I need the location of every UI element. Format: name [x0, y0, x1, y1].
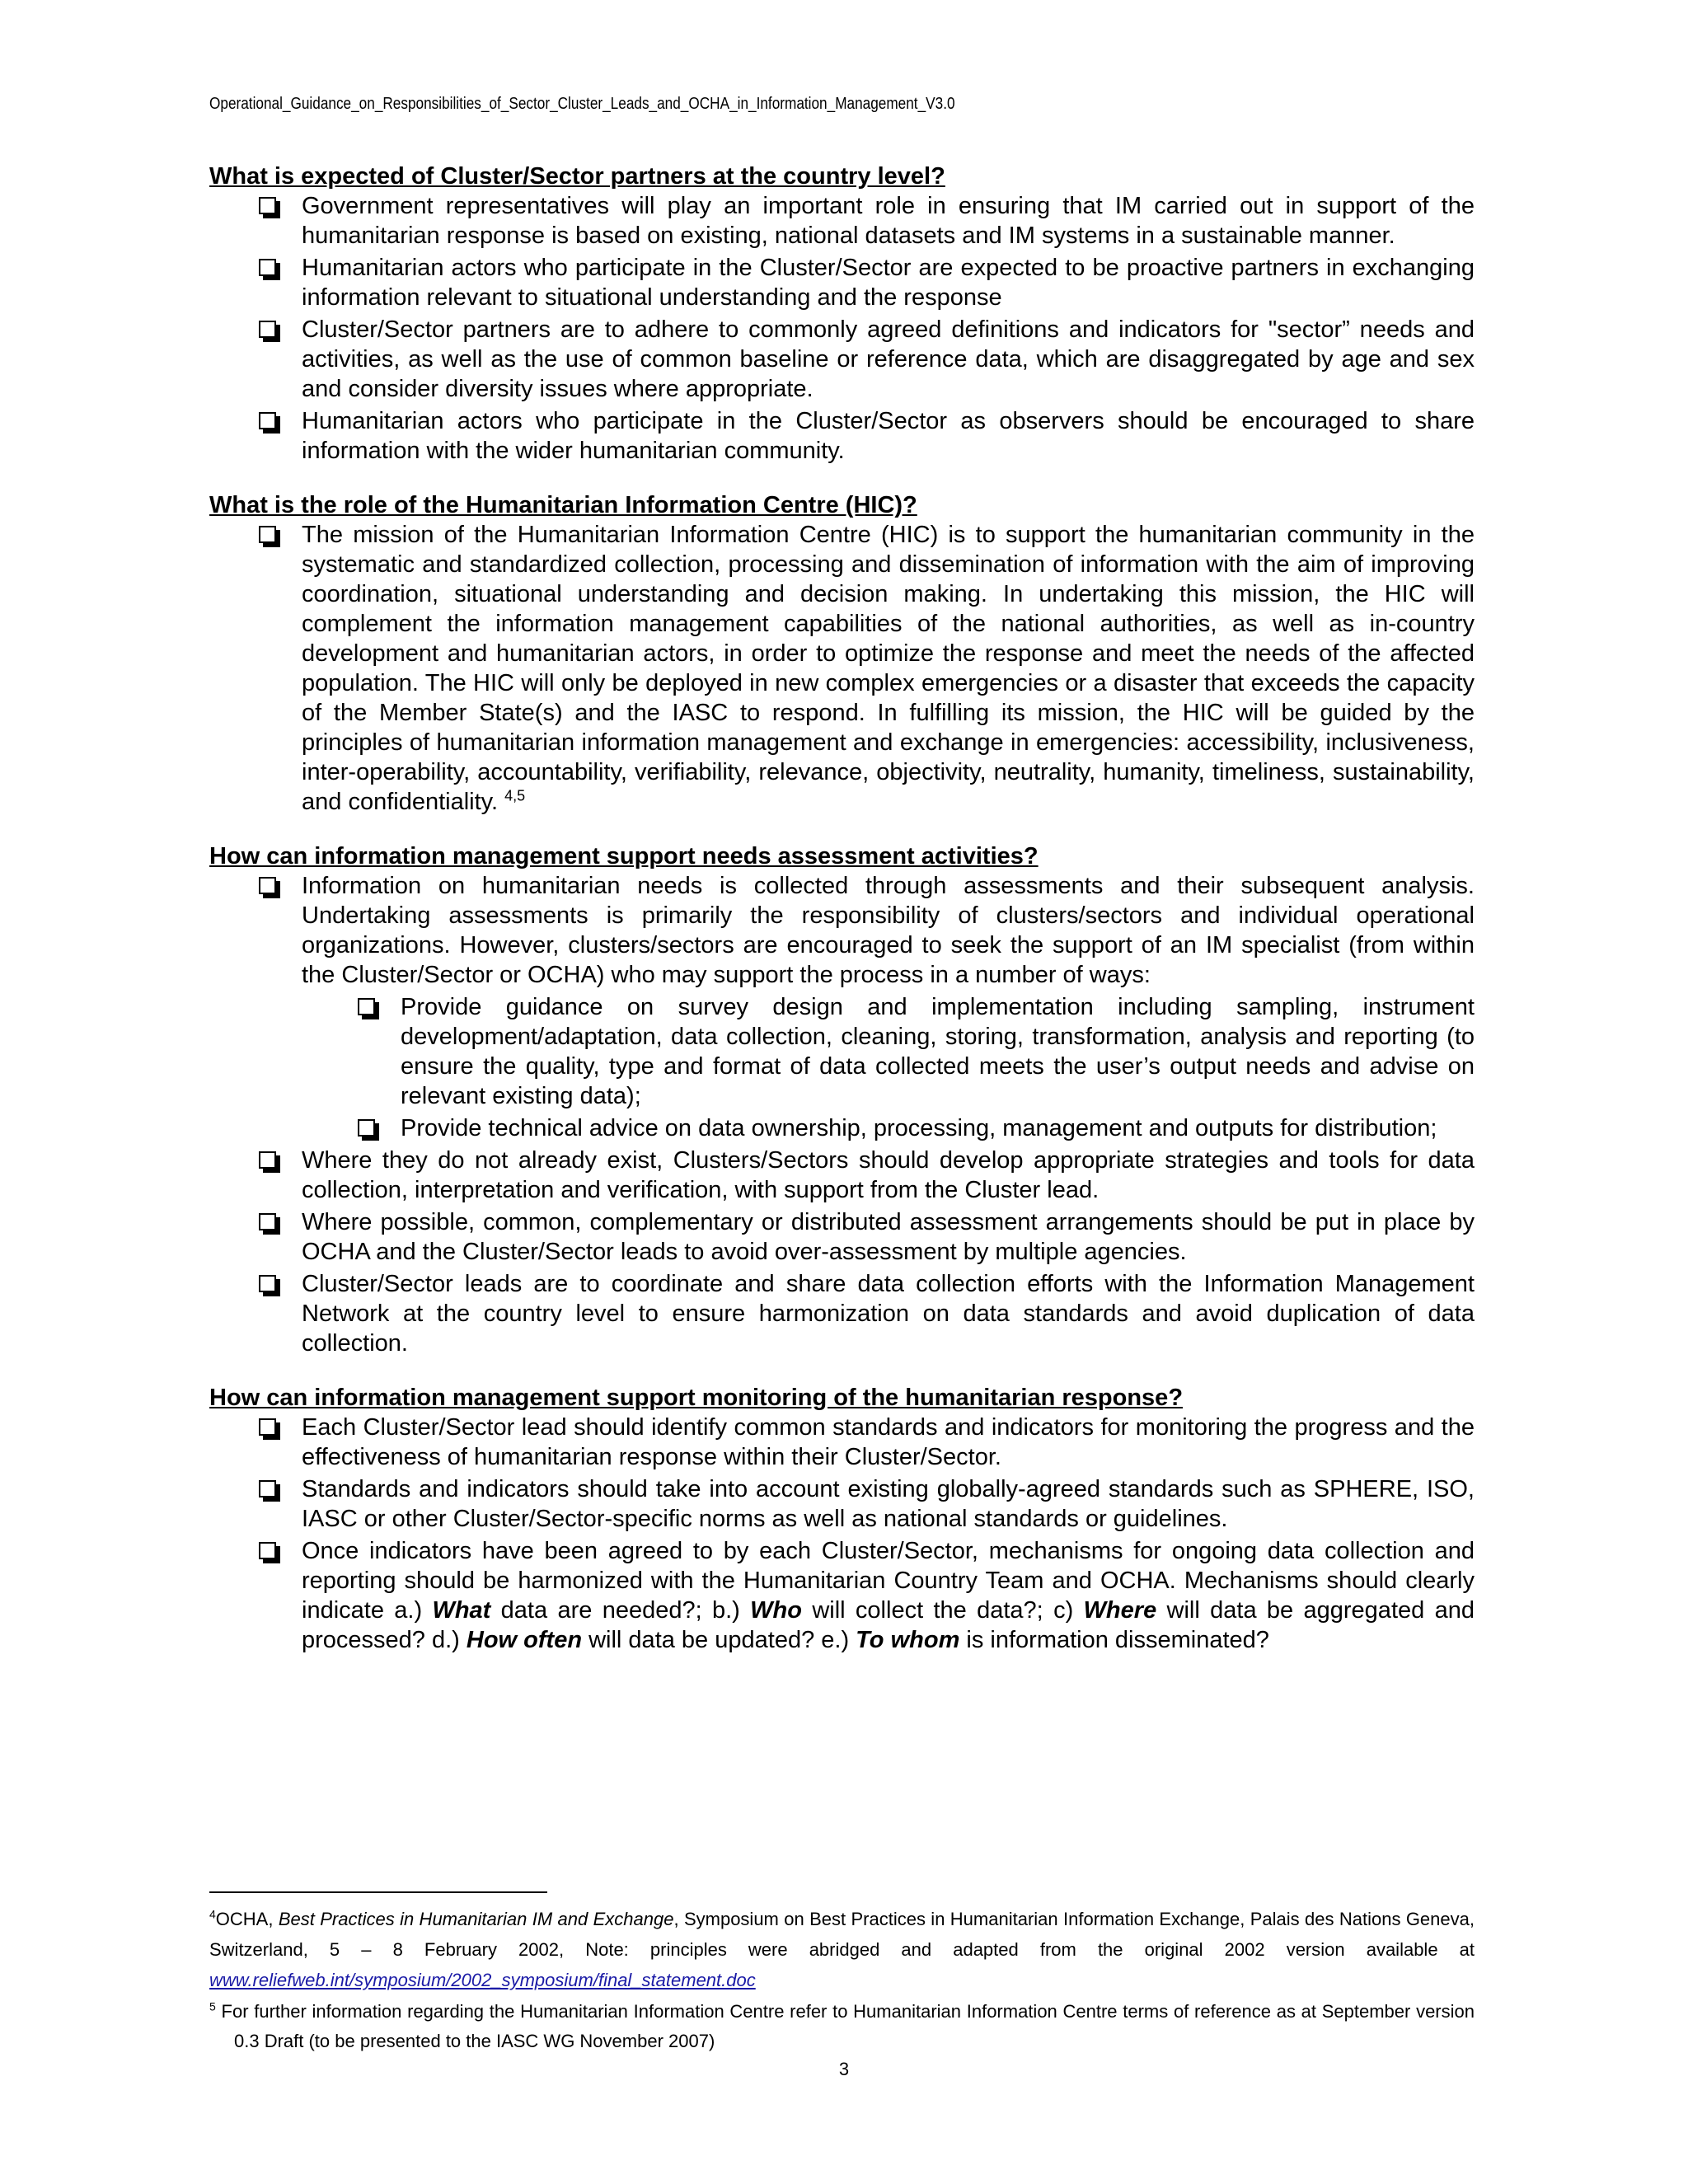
emphasis-where: Where	[1083, 1597, 1157, 1624]
page-number: 3	[838, 2059, 850, 2079]
checkbox-bullet-icon	[259, 321, 276, 338]
bullet-item: Government representatives will play an important role in ensuring that IM carried out in support of the humanitarian response is based on existing, national datasets and IM systems in a sustainable manner.	[209, 191, 1475, 251]
checkbox-bullet-icon	[259, 1213, 276, 1230]
section-needs-assessment	[209, 841, 1475, 1358]
sub-bullet-item: Provide guidance on survey design and implementation including sampling, instrument development/adaptation, data collection, cleaning, storing, transformation, analysis and reporting (to ensure the quality, type and format of data collected meets the user’s output needs and advise on relevant existing data);	[209, 992, 1475, 1111]
checkbox-bullet-icon	[259, 1275, 276, 1292]
checkbox-bullet-icon	[259, 526, 276, 543]
bullet-item: Where possible, common, complementary or distributed assessment arrangements should be put in place by OCHA and the Cluster/Sector leads to avoid over-assessment by multiple agencies.	[209, 1207, 1475, 1267]
checkbox-bullet-icon	[259, 1418, 276, 1436]
cited-title: Best Practices in Humanitarian IM and Exchange	[278, 1909, 674, 1929]
bullet-item: Each Cluster/Sector lead should identify common standards and indicators for monitoring the progress and the effectiveness of humanitarian response within their Cluster/Sector.	[209, 1413, 1475, 1472]
running-header: Operational_Guidance_on_Responsibilities_of_Sector_Cluster_Leads_and_OCHA_in_Information_Management_V3.0	[209, 95, 955, 113]
document-body	[209, 162, 1475, 1657]
bullet-item: Information on humanitarian needs is collected through assessments and their subsequent analysis. Undertaking assessments is primarily the responsibility of clusters/sectors and individual operational organizations. However, clusters/sectors are encouraged to seek the support of an IM specialist (from within the Cluster/Sector or OCHA) who may support the process in a number of ways:	[209, 871, 1475, 990]
bullet-item: Humanitarian actors who participate in the Cluster/Sector as observers should be encouraged to share information with the wider humanitarian community.	[209, 406, 1475, 466]
checkbox-bullet-icon	[358, 1119, 375, 1137]
section-heading: How can information management support monitoring of the humanitarian response?	[209, 1385, 1184, 1411]
checkbox-bullet-icon	[259, 1542, 276, 1559]
section-heading: What is the role of the Humanitarian Information Centre (HIC)?	[209, 492, 917, 518]
emphasis-to-whom: To whom	[856, 1627, 960, 1653]
section-hic-role	[209, 490, 1475, 817]
reliefweb-link[interactable]: www.reliefweb.int/symposium/2002_symposium/final_statement.doc	[209, 1970, 756, 1990]
bullet-item: Standards and indicators should take into account existing globally-agreed standards such as SPHERE, ISO, IASC or other Cluster/Sector-specific norms as well as national standards or guidelines.	[209, 1474, 1475, 1534]
footnote-5: $^5$ For further information regarding the Humanitarian Information Centre refer to Humanitarian Information Centre terms of reference as at September version 0.3 Draft (to be presented to the IASC WG November 2007)	[209, 1999, 1475, 2051]
bullet-item: Cluster/Sector partners are to adhere to commonly agreed definitions and indicators for "sector” needs and activities, as well as the use of common baseline or reference data, which are disaggregated by age and sex and consider diversity issues where appropriate.	[209, 315, 1475, 404]
checkbox-bullet-icon	[259, 1151, 276, 1169]
footnote-divider	[209, 1891, 547, 1893]
section-heading: How can information management support needs assessment activities?	[209, 843, 1039, 869]
footnote-reference: 4,5	[504, 787, 526, 804]
bullet-item: Where they do not already exist, Clusters/Sectors should develop appropriate strategies and tools for data collection, interpretation and verification, with support from the Cluster lead.	[209, 1146, 1475, 1205]
section-cluster-partners	[209, 162, 1475, 466]
checkbox-bullet-icon	[358, 998, 375, 1015]
emphasis-how-often: How often	[466, 1627, 583, 1653]
footnote-4: $^4$OCHA, Best Practices in Humanitarian IM and Exchange, Symposium on Best Practices in Humanitarian Information Exchange, Palais des Nations Geneva, Switzerland, 5 – 8 February 2002, Note: principles were abridged and adapted from the original 2002 version available at www.reliefweb.int/symposium/2002_symposium/final_statement.doc	[209, 1907, 1475, 1990]
bullet-item: The mission of the Humanitarian Information Centre (HIC) is to support the humanitarian community in the systematic and standardized collection, processing and dissemination of information with the aim of improving coordination, situational understanding and decision making. In undertaking this mission, the HIC will complement the information management capabilities of the national authorities, as well as in-country development and humanitarian actors, in order to optimize the response and meet the needs of the affected population. The HIC will only be deployed in new complex emergencies or a disaster that exceeds the capacity of the Member State(s) and the IASC to respond. In fulfilling its mission, the HIC will be guided by the principles of humanitarian information management and exchange in emergencies: accessibility, inclusiveness, inter-operability, accountability, verifiability, relevance, objectivity, neutrality, humanity, timeliness, sustainability, and confidentiality. $^{4,5}$	[209, 520, 1475, 817]
footnotes	[209, 1904, 1475, 2056]
emphasis-what: What	[432, 1597, 491, 1624]
bullet-item: Once indicators have been agreed to by each Cluster/Sector, mechanisms for ongoing data collection and reporting should be harmonized with the Humanitarian Country Team and OCHA. Mechanisms should clearly indicate a.) What data are needed?; b.) Who will collect the data?; c) Where will data be aggregated and processed? d.) How often will data be updated? e.) To whom is information disseminated?	[209, 1536, 1475, 1655]
checkbox-bullet-icon	[259, 259, 276, 276]
checkbox-bullet-icon	[259, 877, 276, 894]
checkbox-bullet-icon	[259, 197, 276, 214]
section-monitoring	[209, 1383, 1475, 1655]
checkbox-bullet-icon	[259, 1480, 276, 1497]
sub-bullet-item: Provide technical advice on data ownership, processing, management and outputs for distribution;	[209, 1113, 1475, 1143]
bullet-item: Humanitarian actors who participate in the Cluster/Sector are expected to be proactive partners in exchanging information relevant to situational understanding and the response	[209, 253, 1475, 312]
bullet-item: Cluster/Sector leads are to coordinate and share data collection efforts with the Information Management Network at the country level to ensure harmonization on data standards and avoid duplication of data collection.	[209, 1269, 1475, 1358]
checkbox-bullet-icon	[259, 412, 276, 429]
emphasis-who: Who	[750, 1597, 802, 1624]
section-heading: What is expected of Cluster/Sector partners at the country level?	[209, 163, 945, 190]
